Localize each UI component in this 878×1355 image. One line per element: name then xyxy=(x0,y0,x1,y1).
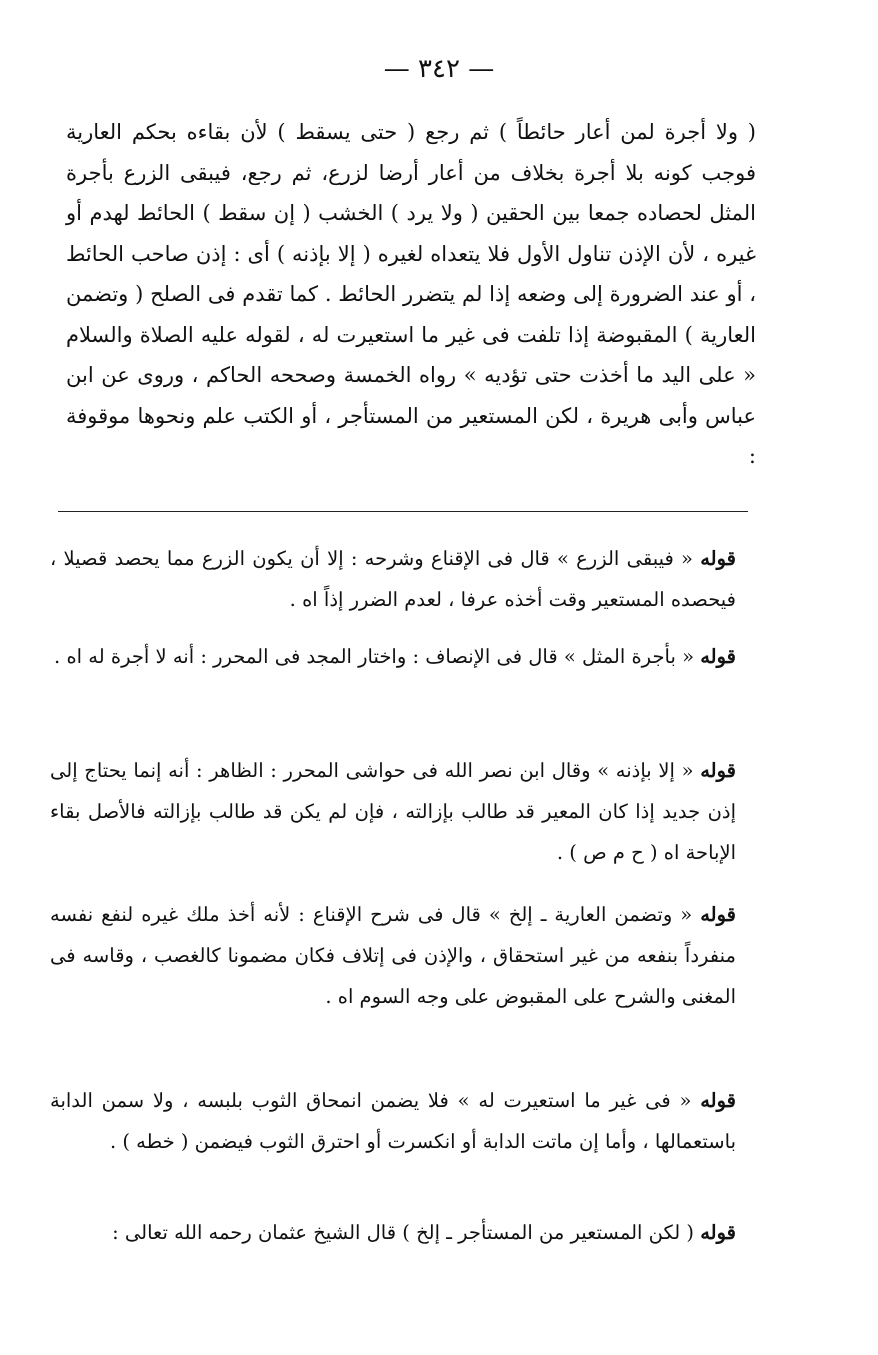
footnote-text: « فى غير ما استعيرت له » فلا يضمن انمحاق الثوب بلبسه ، ولا سمن الدابة باستعمالها ، وأما إن ماتت الدابة أو انكسرت أو احترق الثوب فيضمن ( خطه ) . xyxy=(50,1089,736,1153)
main-paragraph: ( ولا أجرة لمن أعار حائطاً ) ثم رجع ( حتى يسقط ) لأن بقاءه بحكم العارية فوجب كونه بلا أجرة بخلاف من أعار أرضا لزرع، ثم رجع، فيبقى الزرع بأجرة المثل لحصاده جمعا بين الحقين ( ولا يرد ) الخشب ( إن سقط ) الحائط لهدم أو غيره ، لأن الإذن تناول الأول فلا يتعداه لغيره ( إلا بإذنه ) أى : إذن صاحب الحائط ، أو عند الضرورة إلى وضعه إذا لم يتضرر الحائط . كما تقدم فى الصلح ( وتضمن العارية ) المقبوضة إذا تلفت فى غير ما استعيرت له ، لقوله عليه الصلاة والسلام « على اليد ما أخذت حتى تؤديه » رواه الخمسة وصححه الحاكم ، وروى عن ابن عباس وأبى هريرة ، لكن المستعير من المستأجر ، أو الكتب علم ونحوها موقوفة : xyxy=(66,120,756,468)
footnote-keyword: قوله xyxy=(700,1089,736,1112)
footnote-2 xyxy=(50,636,736,677)
footnote-keyword: قوله xyxy=(700,1221,736,1244)
footnote-text: ( لكن المستعير من المستأجر ـ إلخ ) قال الشيخ عثمان رحمه الله تعالى : xyxy=(112,1221,701,1244)
footnote-keyword: قوله xyxy=(700,645,736,668)
main-body-text xyxy=(66,112,756,477)
page-number: — ٣٤٢ — xyxy=(383,54,495,84)
footnote-1 xyxy=(50,538,736,620)
footnote-keyword: قوله xyxy=(700,547,736,570)
footnote-text: « إلا بإذنه » وقال ابن نصر الله فى حواشى المحرر : الظاهر : أنه إنما يحتاج إلى إذن جديد إذا كان المعير قد طالب بإزالته ، فإن لم يكن قد طالب بإزالته فالأصل بقاء الإباحة اه ( ح م ص ) . xyxy=(50,759,736,864)
footnote-text: « وتضمن العارية ـ إلخ » قال فى شرح الإقناع : لأنه أخذ ملك غيره لنفع نفسه منفرداً بنفعه من غير استحقاق ، والإذن فى إتلاف فكان مضمونا كالغصب ، وقاسه فى المغنى والشرح على المقبوض على وجه السوم اه . xyxy=(50,903,736,1008)
footnote-4 xyxy=(50,894,736,1017)
footnote-keyword: قوله xyxy=(700,903,736,926)
footnote-divider xyxy=(58,511,748,512)
footnote-text: « بأجرة المثل » قال فى الإنصاف : واختار المجد فى المحرر : أنه لا أجرة له اه . xyxy=(54,645,701,668)
footnote-5 xyxy=(50,1080,736,1162)
footnote-3 xyxy=(50,750,736,873)
footnote-keyword: قوله xyxy=(700,759,736,782)
footnote-text: « فيبقى الزرع » قال فى الإقناع وشرحه : إلا أن يكون الزرع مما يحصد قصيلا ، فيحصده المستعير وقت أخذه عرفا ، لعدم الضرر إذاً اه . xyxy=(50,547,736,611)
footnote-6 xyxy=(50,1212,736,1253)
